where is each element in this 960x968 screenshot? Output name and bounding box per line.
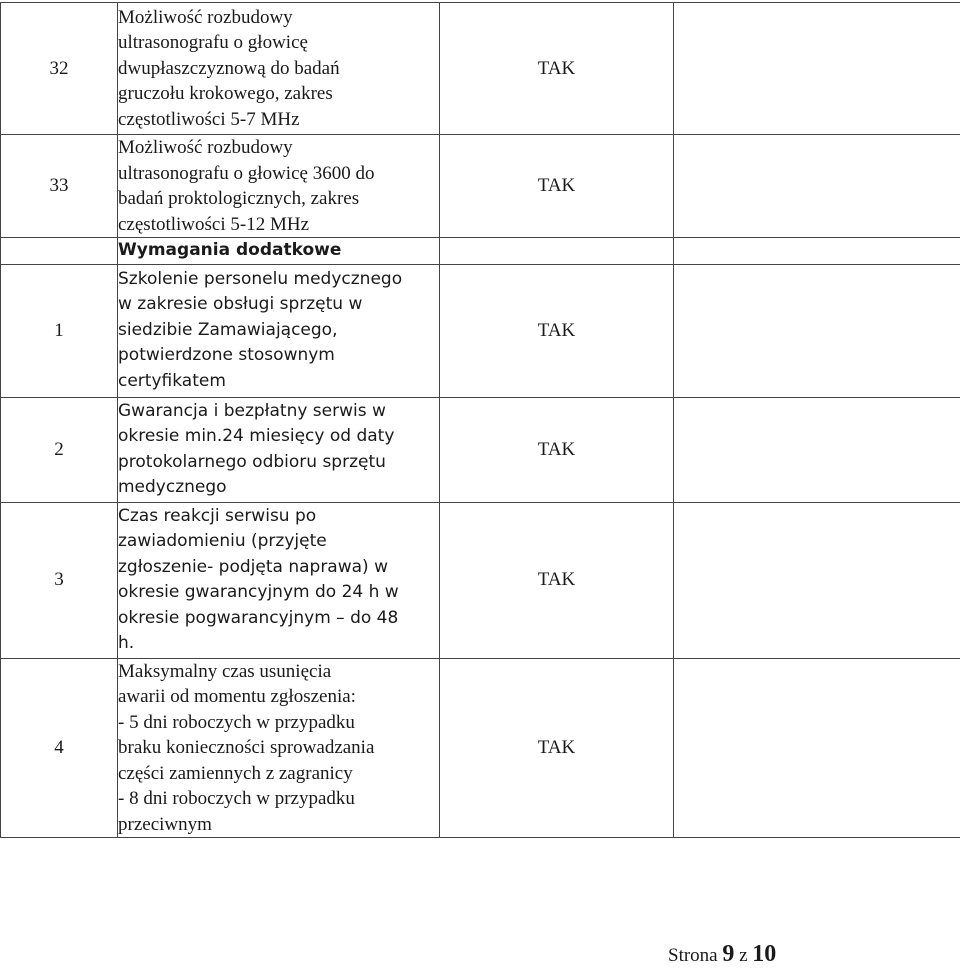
- table-row: [1, 3, 960, 135]
- row-offer-cell: [674, 397, 960, 502]
- row-number: 1: [1, 264, 118, 397]
- table-row: [1, 264, 960, 397]
- row-value: TAK: [440, 397, 674, 502]
- table-row: [1, 502, 960, 658]
- section-header-row: [1, 238, 960, 265]
- footer-prefix: Strona: [668, 945, 718, 966]
- row-description: Możliwość rozbudowy ultrasonografu o głowicę dwupłaszczyznową do badań gruczołu krokowego, zakres częstotliwości 5-7 MHz: [118, 3, 440, 135]
- row-number: 3: [1, 502, 118, 658]
- footer-page-total: 10: [752, 941, 777, 967]
- row-value: TAK: [440, 502, 674, 658]
- row-description: Szkolenie personelu medycznego w zakresie obsługi sprzętu w siedzibie Zamawiającego, potwierdzone stosownym certyfikatem: [118, 264, 440, 397]
- section-header: Wymagania dodatkowe: [118, 238, 440, 265]
- row-offer-cell: [674, 658, 960, 838]
- row-value: TAK: [440, 658, 674, 838]
- row-description: Możliwość rozbudowy ultrasonografu o głowicę 3600 do badań proktologicznych, zakres częstotliwości 5-12 MHz: [118, 135, 440, 238]
- table-row: [1, 397, 960, 502]
- row-description: Czas reakcji serwisu po zawiadomieniu (przyjęte zgłoszenie- podjęta naprawa) w okresie gwarancyjnym do 24 h w okresie pogwarancyjnym – do 48 h.: [118, 502, 440, 658]
- row-number: 4: [1, 658, 118, 838]
- row-number: 33: [1, 135, 118, 238]
- footer-page-number: 9: [722, 941, 735, 967]
- row-description: Maksymalny czas usunięcia awarii od momentu zgłoszenia: - 5 dni roboczych w przypadku braku konieczności sprowadzania części zamiennych z zagranicy - 8 dni roboczych w przypadku przeciwnym: [118, 658, 440, 838]
- table-row: [1, 658, 960, 838]
- row-offer-cell: [674, 502, 960, 658]
- table-row: [1, 135, 960, 238]
- row-number: 2: [1, 397, 118, 502]
- row-description: Gwarancja i bezpłatny serwis w okresie min.24 miesięcy od daty protokolarnego odbioru sprzętu medycznego: [118, 397, 440, 502]
- row-value: TAK: [440, 3, 674, 135]
- row-offer-cell: [674, 264, 960, 397]
- spec-table: [0, 2, 960, 838]
- row-offer-cell: [674, 135, 960, 238]
- row-number: 32: [1, 3, 118, 135]
- row-offer-cell: [674, 3, 960, 135]
- page-footer: [668, 941, 776, 968]
- row-value: TAK: [440, 264, 674, 397]
- row-value: TAK: [440, 135, 674, 238]
- footer-separator: z: [739, 945, 748, 966]
